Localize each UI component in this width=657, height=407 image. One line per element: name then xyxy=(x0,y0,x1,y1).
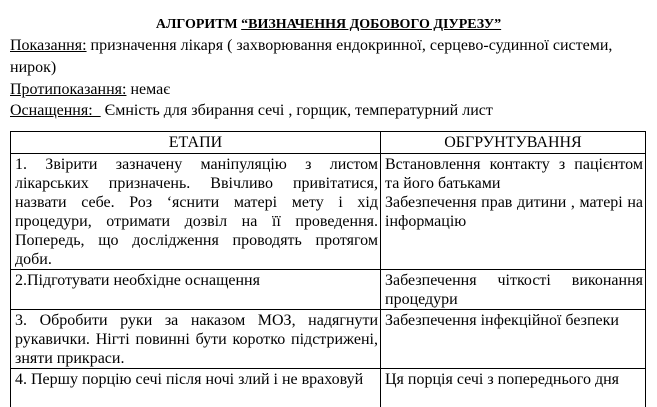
rationale-text: Ця порція сечі з попереднього дня xyxy=(385,371,619,388)
table-row xyxy=(11,369,646,407)
table-row xyxy=(11,154,646,270)
rationale-cell xyxy=(381,154,646,270)
stage-cell xyxy=(11,310,381,369)
stage-text: 1. Звірити зазначену маніпуляцію з листом лікарських призначень. Ввічливо привітатися, назвати себе. Роз ‘яснити матері мету і хід процедури, отримати дозвіл на її проведення. Попередь, що дослідження проводять протягом доби. xyxy=(15,156,378,268)
intro-section xyxy=(10,35,648,122)
document-title xyxy=(0,16,657,34)
rationale-cell xyxy=(381,310,646,369)
column-header-stages: ЕТАПИ xyxy=(11,132,381,154)
stage-text: 3. Обробити руки за наказом МОЗ, надягнути рукавички. Нігті повинні бути коротко підстрижені, зняти прикраси. xyxy=(15,312,378,367)
rationale-cell xyxy=(381,270,646,310)
algorithm-table xyxy=(10,131,646,407)
intro-line-contraindications xyxy=(10,79,648,101)
table-row xyxy=(11,270,646,310)
indications-text: призначення лікаря ( захворювання ендокринної, серцево-судинної системи, нирок) xyxy=(10,37,617,76)
equipment-text: Ємність для збирання сечі , горщик, температурний лист xyxy=(100,102,493,120)
equipment-label: Оснащення: xyxy=(10,102,101,120)
contraindications-text: немає xyxy=(126,80,171,98)
intro-line-indications xyxy=(10,35,648,79)
indications-label: Показання: xyxy=(10,37,87,54)
stage-cell xyxy=(11,369,381,407)
rationale-cell xyxy=(381,369,646,407)
rationale-text: Забезпечення чіткості виконання процедури xyxy=(385,272,643,308)
stage-cell xyxy=(11,270,381,310)
stage-text: 4. Першу порцію сечі після ночі злий і не враховуй xyxy=(15,371,364,388)
title-quoted-underlined: “ВИЗНАЧЕННЯ ДОБОВОГО ДІУРЕЗУ” xyxy=(241,17,502,32)
contraindications-label: Протипоказання: xyxy=(10,80,127,98)
table-row xyxy=(11,310,646,369)
rationale-text: Забезпечення прав дитини , матері на інформацію xyxy=(385,194,643,230)
table-header-row xyxy=(11,132,646,154)
column-header-rationale: ОБГРУНТУВАННЯ xyxy=(381,132,646,154)
rationale-text: Забезпечення інфекційної безпеки xyxy=(385,312,619,329)
stage-cell xyxy=(11,154,381,270)
intro-line-equipment xyxy=(10,100,648,122)
rationale-text: Встановлення контакту з пацієнтом та його батьками xyxy=(385,156,643,192)
stage-text: 2.Підготувати необхідне оснащення xyxy=(15,272,260,289)
title-prefix: АЛГОРИТМ xyxy=(155,17,242,32)
